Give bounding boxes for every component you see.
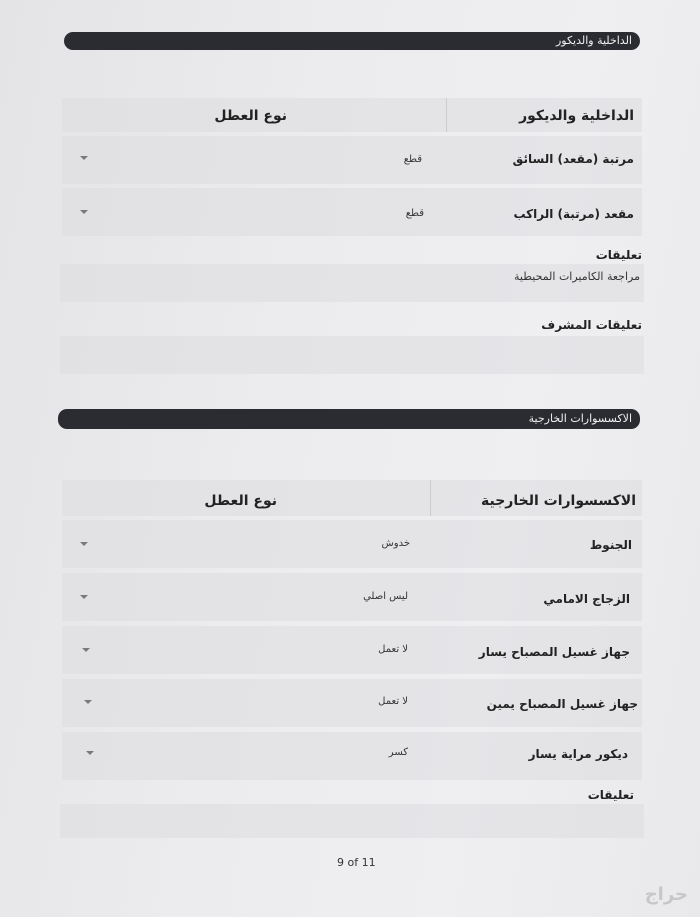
chevron-down-icon[interactable] (80, 542, 88, 546)
interior-row-value[interactable]: قطع (403, 154, 422, 165)
exterior-row-value[interactable]: خدوش (381, 538, 410, 549)
interior-col-type: نوع العطل (214, 108, 287, 124)
exterior-row-label: جهاز غسيل المصباح يمين (486, 697, 638, 711)
chevron-down-icon[interactable] (80, 156, 88, 160)
chevron-down-icon[interactable] (80, 595, 88, 599)
supervisor-comments-label: تعليقات المشرف (541, 318, 642, 332)
exterior-row-value[interactable]: كسر (388, 747, 408, 758)
exterior-row-label: الجنوط (589, 538, 632, 552)
exterior-col-item: الاكسسوارات الخارجية (481, 493, 636, 509)
chevron-down-icon[interactable] (80, 210, 88, 214)
exterior-comments-box (60, 804, 644, 838)
chevron-down-icon[interactable] (84, 700, 92, 704)
exterior-row-label: الزجاج الامامي (543, 592, 630, 606)
exterior-row (62, 520, 642, 568)
interior-row-label: مقعد (مرتبة) الراكب (513, 207, 634, 221)
exterior-comments-label: تعليقات (587, 788, 634, 802)
interior-comments-value: مراجعة الكاميرات المحيطية (514, 270, 640, 283)
chevron-down-icon[interactable] (82, 648, 90, 652)
interior-header-divider (446, 98, 447, 132)
interior-row-label: مرتبة (مقعد) السائق (512, 152, 634, 166)
interior-section-title: الداخلية والديكور (555, 34, 632, 47)
exterior-row-label: ديكور مراية يسار (528, 747, 628, 761)
exterior-row-value[interactable]: ليس اصلي (363, 591, 408, 602)
site-watermark: حراج (644, 884, 688, 905)
exterior-row-value[interactable]: لا تعمل (378, 696, 408, 707)
interior-comments-label: تعليقات (595, 248, 642, 262)
exterior-header-divider (430, 480, 431, 516)
interior-row-value[interactable]: قطع (405, 208, 424, 219)
interior-col-item: الداخلية والديكور (519, 108, 634, 124)
page-indicator: 9 of 11 (337, 856, 376, 869)
exterior-row-value[interactable]: لا تعمل (378, 644, 408, 655)
interior-section-bar (64, 32, 640, 50)
supervisor-comments-box (60, 336, 644, 374)
chevron-down-icon[interactable] (86, 751, 94, 755)
exterior-section-title: الاكسسوارات الخارجية (528, 412, 632, 425)
exterior-row-label: جهاز غسيل المصباح يسار (478, 645, 630, 659)
exterior-col-type: نوع العطل (204, 493, 277, 509)
exterior-section-bar (58, 409, 640, 429)
